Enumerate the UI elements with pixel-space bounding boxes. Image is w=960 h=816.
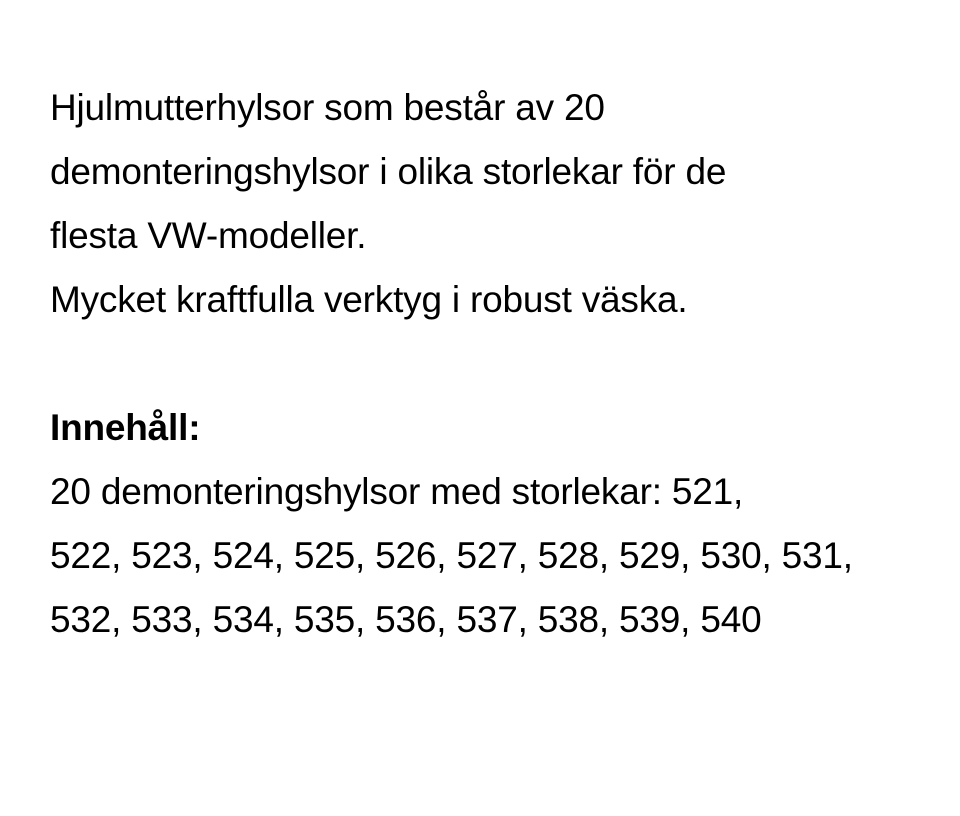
contents-line: 532, 533, 534, 535, 536, 537, 538, 539, 540 xyxy=(50,599,762,640)
description-line: Hjulmutterhylsor som består av 20 xyxy=(50,87,605,128)
description-line: demonteringshylsor i olika storlekar för de xyxy=(50,151,727,192)
contents-line: 522, 523, 524, 525, 526, 527, 528, 529, 530, 531, xyxy=(50,535,853,576)
contents-line: 20 demonteringshylsor med storlekar: 521, xyxy=(50,471,744,512)
paragraph-spacer xyxy=(50,332,940,396)
description-line: Mycket kraftfulla verktyg i robust väska. xyxy=(50,279,688,320)
product-description xyxy=(50,76,940,652)
description-line: flesta VW-modeller. xyxy=(50,215,367,256)
contents-heading: Innehåll: xyxy=(50,407,201,448)
